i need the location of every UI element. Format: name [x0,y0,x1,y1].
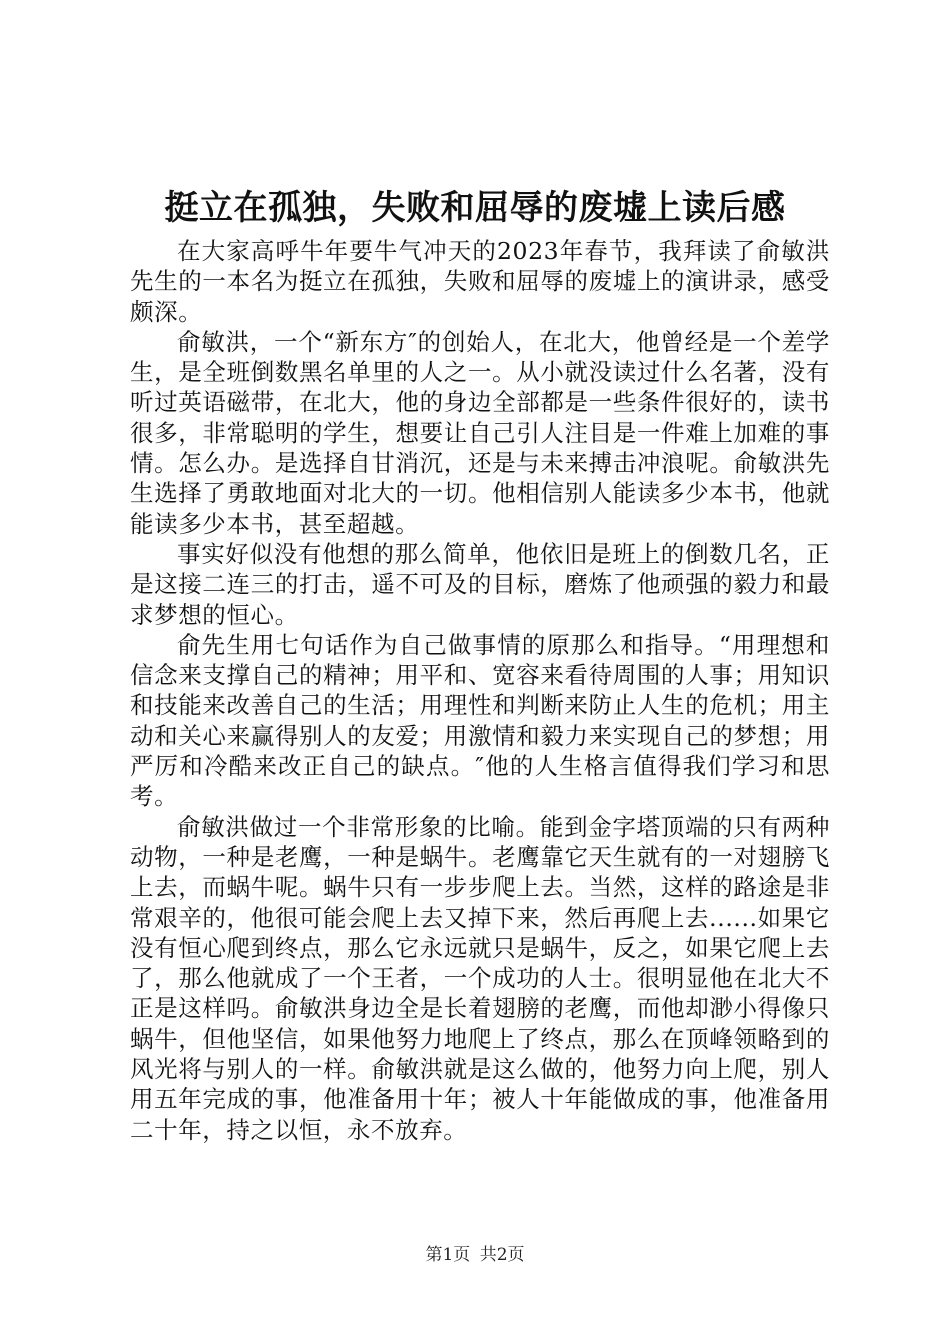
paragraph: 俞先生用七句话作为自己做事情的原那么和指导。“用理想和信念来支撑自己的精神；用平和、宽容来看待周围的人事；用知识和技能来改善自己的生活；用理性和判断来防止人生的危机；用主动和关心来赢得别人的友爱；用激情和毅力来实现自己的梦想；用严厉和冷酷来改正自己的缺点。″他的人生格言值得我们学习和思考。 [130,630,830,811]
document-body [130,236,830,1145]
paragraph: 俞敏洪，一个“新东方″的创始人，在北大，他曾经是一个差学生，是全班倒数黑名单里的人之一。从小就没读过什么名著，没有听过英语磁带，在北大，他的身边全部都是一些条件很好的，读书很多，非常聪明的学生，想要让自己引人注目是一件难上加难的事情。怎么办。是选择自甘消沉，还是与未来搏击冲浪呢。俞敏洪先生选择了勇敢地面对北大的一切。他相信别人能读多少本书，他就能读多少本书，甚至超越。 [130,327,830,538]
page-number: 第1页 [425,1245,471,1265]
paragraph: 在大家高呼牛年要牛气冲天的2023年春节，我拜读了俞敏洪先生的一本名为挺立在孤独，失败和屈辱的废墟上的演讲录，感受颇深。 [130,237,830,326]
page-total: 共2页 [479,1245,525,1265]
paragraph: 俞敏洪做过一个非常形象的比喻。能到金字塔顶端的只有两种动物，一种是老鹰，一种是蜗牛。老鹰靠它天生就有的一对翅膀飞上去，而蜗牛呢。蜗牛只有一步步爬上去。当然，这样的路途是非常艰辛的，他很可能会爬上去又掉下来，然后再爬上去......如果它没有恒心爬到终点，那么它永远就只是蜗牛，反之，如果它爬上去了，那么他就成了一个王者，一个成功的人士。很明显他在北大不正是这样吗。俞敏洪身边全是长着翅膀的老鹰，而他却渺小得像只蜗牛，但他坚信，如果他努力地爬上了终点，那么在顶峰领略到的风光将与别人的一样。俞敏洪就是这么做的，他努力向上爬，别人用五年完成的事，他准备用十年；被人十年能做成的事，他准备用二十年，持之以恒，永不放弃。 [130,812,830,1144]
paragraph: 事实好似没有他想的那么简单，他依旧是班上的倒数几名，正是这接二连三的打击，遥不可及的目标，磨炼了他顽强的毅力和最求梦想的恒心。 [130,539,830,629]
document-title: 挺立在孤独，失败和屈辱的废墟上读后感 [164,188,786,228]
page-footer [0,1244,950,1266]
